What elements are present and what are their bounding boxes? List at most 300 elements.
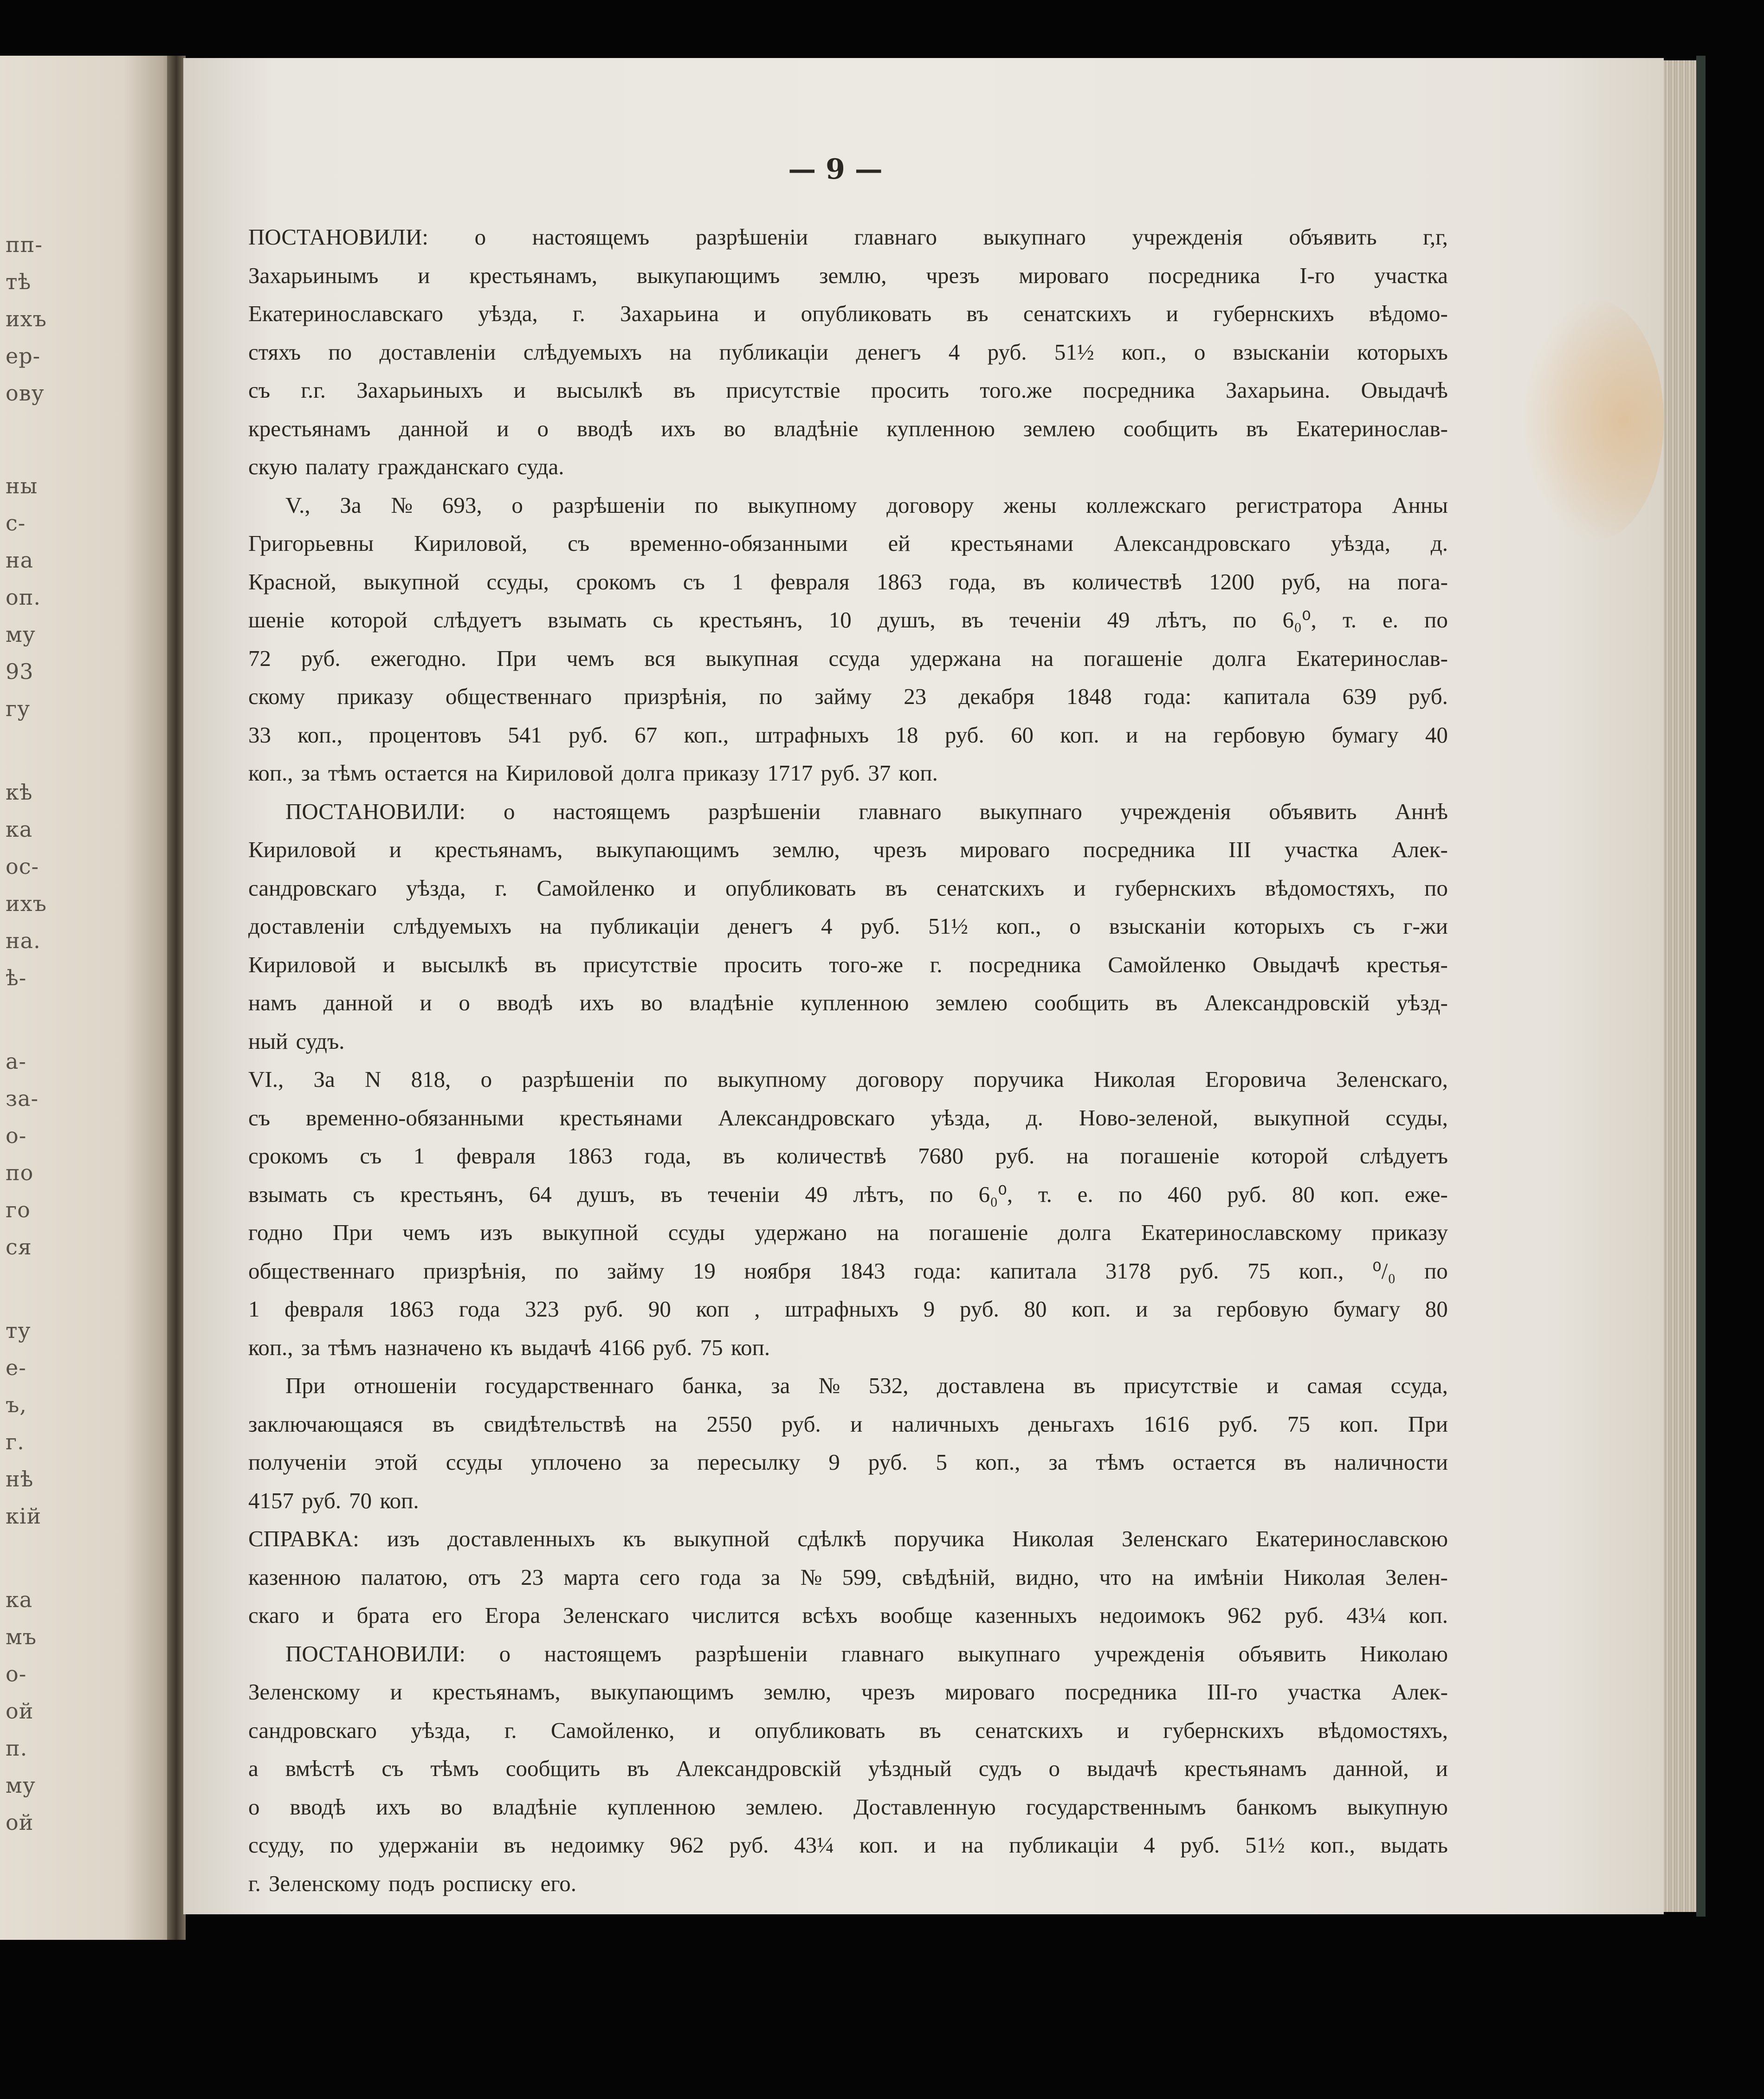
word: количествѣ (776, 1143, 886, 1169)
word: и (754, 301, 766, 326)
word: 1717 (767, 760, 813, 786)
word: палатою, (361, 1564, 448, 1590)
word: уѣзд- (1396, 990, 1448, 1015)
word: взысканiи (1109, 913, 1206, 939)
word: и (389, 837, 401, 862)
text-line (248, 1022, 1448, 1061)
word: и (684, 875, 696, 901)
word: главнаго (854, 224, 937, 250)
word: ПОСТАНОВИЛИ: (285, 798, 466, 824)
word: руб. (995, 1143, 1035, 1169)
word: пога- (1397, 568, 1448, 594)
word: душъ, (877, 607, 936, 633)
word: въ (885, 875, 907, 901)
word: настоящемъ (553, 798, 670, 824)
word: Екатеринославскаго (248, 301, 444, 326)
word: слѣдуетъ (1359, 1143, 1448, 1169)
word: Овыдачѣ (1361, 377, 1448, 403)
text-line (248, 295, 1448, 333)
word: руб. (1284, 1602, 1324, 1628)
word: февраля (284, 1296, 364, 1322)
word: выкупной (542, 1220, 639, 1245)
word: крестья- (1366, 951, 1448, 977)
word: по (328, 339, 352, 365)
word: душъ, (577, 1181, 635, 1207)
word: посредника (1148, 262, 1260, 288)
word: выдачѣ (521, 1334, 592, 1360)
left-page-fragment: п. (6, 1736, 28, 1761)
word: договору (886, 492, 974, 518)
word: отношенiи (354, 1373, 457, 1398)
word: лѣтъ, (1156, 607, 1207, 633)
text-line (248, 1673, 1448, 1711)
word: купленною (886, 415, 995, 441)
word: сенатскихъ (1023, 301, 1131, 326)
word: доставленiи (379, 339, 496, 365)
word: коп., (297, 722, 342, 748)
left-page-fragment: ихъ (6, 306, 47, 331)
left-page-fragment: по (6, 1160, 34, 1185)
word: сообщить (505, 1756, 601, 1781)
word: 80 (1024, 1296, 1047, 1322)
word: чрезъ (926, 262, 980, 288)
document-text (248, 218, 1448, 1903)
word: настоящемъ (544, 1640, 662, 1666)
word: о (1069, 913, 1081, 939)
word: г. (248, 1870, 261, 1896)
word: Николаю (1360, 1640, 1448, 1666)
word: займу (607, 1258, 665, 1284)
word: Александровскiй (676, 1756, 841, 1781)
word: остается (384, 760, 468, 786)
left-page-fragment: го (6, 1197, 31, 1222)
word: штрафныхъ (785, 1296, 899, 1322)
word: займу (814, 684, 872, 709)
word: выкупнаго (983, 224, 1086, 250)
word: въ (1246, 415, 1268, 441)
word: гербовую (1213, 722, 1305, 748)
word: за (301, 760, 320, 786)
word: процентовъ (369, 722, 482, 748)
word: 33 (248, 722, 271, 748)
word: приказу (683, 760, 760, 786)
word: д. (1026, 1104, 1043, 1130)
text-line (248, 678, 1448, 716)
word: декабря (958, 684, 1034, 709)
word: этой (375, 1449, 418, 1475)
word: купленною (800, 990, 909, 1015)
word: тѣмъ (1096, 1449, 1144, 1475)
word: сандровскаго (248, 875, 377, 901)
book-gutter (167, 56, 186, 1940)
word: на (539, 913, 562, 939)
word: данной (323, 990, 393, 1015)
word: которыхъ (1357, 339, 1448, 365)
text-line (248, 1214, 1448, 1252)
word: поручика (894, 1526, 985, 1551)
word: о (459, 990, 470, 1015)
word: сь (653, 607, 673, 633)
word: что (1099, 1564, 1132, 1590)
word: свидѣтельствѣ (484, 1411, 626, 1437)
left-page-fragment: е- (6, 1355, 26, 1380)
word: ихъ (661, 415, 696, 441)
word: выкупной (363, 568, 460, 594)
left-page-fragment: ъ, (6, 1392, 27, 1417)
word: лѣтъ, (853, 1181, 905, 1207)
text-line (248, 1826, 1448, 1865)
text-line (248, 1520, 1448, 1558)
word: наличности (1334, 1449, 1448, 1475)
word: слѣдуемыхъ (393, 913, 512, 939)
word: Кириловой, (414, 530, 528, 556)
word: и (924, 1832, 936, 1858)
text-line (248, 1443, 1448, 1482)
word: вводѣ (497, 990, 553, 1015)
word: объявить (1269, 798, 1357, 824)
word: крестьянамъ, (432, 1679, 561, 1705)
word: 2550 (706, 1411, 752, 1437)
word: палату (305, 454, 370, 479)
word: чемъ (402, 1220, 451, 1245)
word: При (1408, 1411, 1448, 1437)
word: Николая (1012, 1526, 1094, 1551)
word: которой (330, 607, 407, 633)
word: судъ. (296, 1028, 345, 1054)
word: къ (623, 1526, 646, 1551)
word: опубликовать (725, 875, 856, 901)
word: 40 (1425, 722, 1448, 748)
word: тѣмъ (328, 760, 377, 786)
text-line (248, 1252, 1448, 1291)
word: Зеленскаго (562, 1602, 669, 1628)
left-page-fragment: ой (6, 1699, 34, 1724)
word: руб, (1281, 568, 1321, 594)
word: въ (627, 1756, 649, 1781)
word: теченiи (1009, 607, 1081, 633)
text-line (248, 1060, 1448, 1099)
word: 3178 (1105, 1258, 1151, 1284)
word: разрѣшенiи (522, 1066, 634, 1092)
word: ПОСТАНОВИЛИ: (285, 1640, 466, 1666)
word: уѣзда, (930, 1104, 990, 1130)
word: № (800, 1564, 822, 1590)
word: всѣхъ (802, 1602, 858, 1628)
word: 4 (1144, 1832, 1155, 1858)
word: на (1164, 722, 1187, 748)
word: землю, (763, 1679, 832, 1705)
word: Красной, (248, 568, 336, 594)
word: Самойленко (1108, 951, 1226, 977)
left-page-fragment: кій (6, 1504, 42, 1529)
word: ссуда, (1390, 1373, 1448, 1398)
word: землею. (745, 1794, 823, 1820)
word: капитала (1223, 684, 1311, 709)
word: публикацiи (1009, 1832, 1118, 1858)
word: крестьянамъ, (469, 262, 598, 288)
left-page-fragment: о- (6, 1123, 27, 1148)
word: долга (621, 760, 675, 786)
word: посредника (1083, 837, 1195, 862)
text-line (248, 754, 1448, 793)
text-line (248, 333, 1448, 372)
word: и (708, 1717, 721, 1743)
word: уѣздный (868, 1756, 952, 1781)
word: руб. (301, 645, 341, 671)
left-page-fragment: оп. (6, 585, 41, 610)
word: о (504, 798, 515, 824)
word: 693, (442, 492, 482, 518)
word: Ново-зеленой, (1079, 1104, 1218, 1130)
word: сообщить (1123, 415, 1218, 441)
word: его. (540, 1870, 577, 1896)
word: коп. (1339, 1411, 1379, 1437)
word: въ (534, 951, 556, 977)
word: губернскихъ (1163, 1717, 1284, 1743)
word: коп. (1340, 1181, 1379, 1207)
word: государственнаго (485, 1373, 654, 1398)
text-line (248, 984, 1448, 1022)
word: года (700, 1564, 742, 1590)
word: Кириловой (506, 760, 614, 786)
word: изъ (387, 1526, 420, 1551)
word: ссуду, (248, 1832, 305, 1858)
word: призрѣнiя, (423, 1258, 527, 1284)
word: Александровскаго (1113, 530, 1291, 556)
word: руб. (729, 1832, 769, 1858)
word: 18 (895, 722, 918, 748)
word: и (1435, 1756, 1448, 1781)
word: 23 (521, 1564, 544, 1590)
word: объявить (1289, 224, 1377, 250)
word: Аннѣ (1395, 798, 1448, 824)
word: 23 (904, 684, 927, 709)
word: въ (966, 301, 989, 326)
word: 599, (842, 1564, 882, 1590)
word: 532, (868, 1373, 909, 1398)
word: еже- (1404, 1181, 1448, 1207)
word: чемъ (566, 645, 614, 671)
left-page-fragment: ос- (6, 854, 39, 879)
word: и (420, 990, 432, 1015)
word: 75 (1287, 1411, 1310, 1437)
word: по (330, 1832, 354, 1858)
word: судъ (978, 1756, 1022, 1781)
word: Зеленскому (248, 1679, 360, 1705)
word: ⁰/₀ (1372, 1258, 1396, 1284)
left-page-fragment: за- (6, 1086, 39, 1111)
word: о (480, 1066, 492, 1092)
word: 1 (248, 1296, 260, 1322)
word: N (364, 1066, 381, 1092)
word: Зеленскаго (1121, 1526, 1228, 1551)
word: 43¼ (1346, 1602, 1387, 1628)
word: настоящемъ (532, 224, 650, 250)
word: вводѣ (576, 415, 633, 441)
word: учрежденiя (1094, 1640, 1205, 1666)
word: е. (1077, 1181, 1093, 1207)
word: разрѣшенiи (695, 1640, 808, 1666)
left-page-fragment: ка (6, 1587, 33, 1612)
word: Самойленко (536, 875, 655, 901)
word: Захарьина (620, 301, 719, 326)
left-page-fragment: ся (6, 1234, 32, 1259)
word: съ (568, 530, 590, 556)
word: 1200 (1209, 568, 1254, 594)
word: г. (573, 301, 585, 326)
word: выкупному (748, 492, 857, 518)
word: д. (1430, 530, 1448, 556)
text-line (248, 1175, 1448, 1214)
word: выкупающимъ (596, 837, 739, 862)
word: присутствiе (1124, 1373, 1238, 1398)
word: 67 (634, 722, 658, 748)
word: 70 (349, 1487, 372, 1513)
word: высылкѣ (556, 377, 643, 403)
word: недоимокъ (1099, 1602, 1205, 1628)
word: о (1194, 339, 1206, 365)
word: Николая (1284, 1564, 1365, 1590)
word: слѣдуетъ (433, 607, 522, 633)
word: Зелен- (1385, 1564, 1448, 1590)
word: временно-обязанными (306, 1104, 524, 1130)
word: ссуды (446, 1449, 503, 1475)
word: руб. (868, 1449, 908, 1475)
word: Кириловой (248, 951, 356, 977)
word: росписку (442, 1870, 533, 1896)
cover-edge (1696, 56, 1706, 1917)
word: скаго (248, 1602, 299, 1628)
word: о (248, 1794, 260, 1820)
word: 1863 (876, 568, 922, 594)
word: сообщить (1034, 990, 1129, 1015)
word: посредника (1083, 377, 1195, 403)
word: въ (1073, 1373, 1096, 1398)
word: приказу (1371, 1220, 1448, 1245)
word: подъ (388, 1870, 435, 1896)
word: 10 (828, 607, 852, 633)
word: присутствiе (583, 951, 698, 977)
word: главнаго (859, 798, 942, 824)
word: на (1031, 645, 1054, 671)
word: временно-обязанными (629, 530, 848, 556)
word: его (432, 1602, 463, 1628)
text-line (248, 218, 1448, 257)
word: сандровскаго (248, 1717, 377, 1743)
word: 639 (1342, 684, 1376, 709)
word: коп. (1072, 1296, 1111, 1322)
word: владѣнiе (774, 415, 859, 441)
paper-stain (1525, 299, 1664, 541)
word: 6₀⁰, (1282, 607, 1317, 633)
word: за (301, 1334, 320, 1360)
word: Александровскаго (718, 1104, 895, 1130)
word: скую (248, 454, 297, 479)
word: крестьянами (559, 1104, 683, 1130)
word: г-жи (1403, 913, 1448, 939)
text-line (248, 1290, 1448, 1329)
word: приказу (337, 684, 414, 709)
left-page-fragment: ову (6, 381, 45, 406)
text-line (248, 869, 1448, 908)
word: въ (1023, 568, 1045, 594)
word: по (1424, 875, 1448, 901)
word: о (1048, 1756, 1060, 1781)
word: коп., (975, 1449, 1021, 1475)
word: бумагу (1333, 1296, 1401, 1322)
text-line (248, 486, 1448, 525)
word: 818, (411, 1066, 451, 1092)
word: 51½ (928, 913, 968, 939)
word: землею (1023, 415, 1095, 441)
word: руб. (860, 913, 900, 939)
word: мироваго (960, 837, 1050, 862)
word: взымать (248, 1181, 328, 1207)
word: выкупному (717, 1066, 827, 1092)
word: V., (285, 492, 310, 518)
left-page-fragment: г. (6, 1429, 25, 1454)
word: разрѣшенiи (708, 798, 821, 824)
word: руб. (781, 1411, 821, 1437)
word: во (440, 1794, 463, 1820)
word: о (511, 492, 523, 518)
left-page (0, 56, 176, 1940)
word: руб. (959, 1296, 999, 1322)
text-line (248, 1137, 1448, 1175)
word: по (930, 1181, 953, 1207)
word: удержано (755, 1220, 847, 1245)
word: данной (399, 415, 469, 441)
word: срокомъ (248, 1143, 328, 1169)
word: уѣзда, (1331, 530, 1391, 556)
word: землю, (819, 262, 887, 288)
word: уѣзда, (406, 875, 466, 901)
text-line (248, 831, 1448, 869)
word: которыхъ (1234, 913, 1325, 939)
left-page-fragment: с- (6, 510, 26, 536)
word: въ (919, 1717, 941, 1743)
word: т. (1343, 607, 1357, 633)
word: ПОСТАНОВИЛИ: (248, 224, 429, 250)
word: долга (1213, 645, 1266, 671)
text-line (248, 601, 1448, 639)
page-number: — 9 — (788, 153, 883, 186)
word: Александровскiй (1204, 990, 1370, 1015)
word: которой (1251, 1143, 1328, 1169)
word: 1 (732, 568, 743, 594)
word: числится (691, 1602, 780, 1628)
word: года, (644, 1143, 691, 1169)
word: 9 (923, 1296, 935, 1322)
word: погашенiе (929, 1220, 1028, 1245)
word: Егора (485, 1602, 541, 1628)
text-line (248, 716, 1448, 755)
word: 962 (1228, 1602, 1262, 1628)
word: и (390, 1679, 402, 1705)
word: за (771, 1373, 790, 1398)
word: въ (504, 1832, 526, 1858)
word: имѣнiи (1194, 1564, 1264, 1590)
word: на (655, 1411, 678, 1437)
word: 80 (1425, 1296, 1448, 1322)
word: 72 (248, 645, 271, 671)
word: коп. (1060, 722, 1099, 748)
word: № (818, 1373, 840, 1398)
left-page-fragment: 93 (6, 659, 34, 684)
word: сдѣлкѣ (797, 1526, 866, 1551)
word: данной, (1333, 1756, 1409, 1781)
word: руб. (944, 722, 984, 748)
